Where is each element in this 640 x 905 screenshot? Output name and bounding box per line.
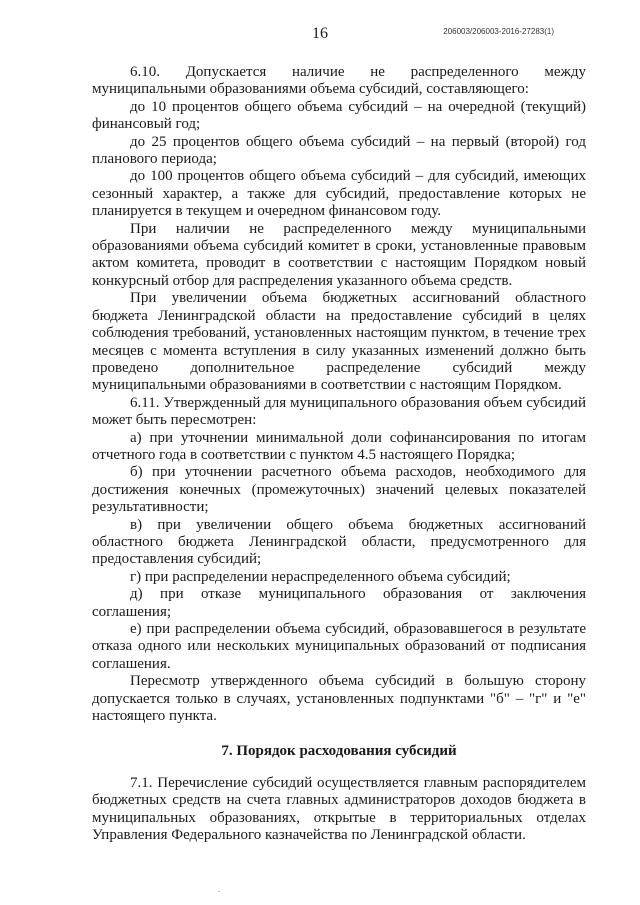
paragraph-6-11: 6.11. Утвержденный для муниципального образования объем субсидий может быть пересмотрен: [92, 394, 586, 429]
list-item-e: е) при распределении объема субсидий, образовавшегося в результате отказа одного или нескольких муниципальных образований от подписания соглашения. [92, 621, 586, 672]
paragraph-6-10: 6.10. Допускается наличие не распределенного между муниципальными образованиями объема субсидий, составляющего: [92, 64, 586, 98]
paragraph-revision-upward: Пересмотр утвержденного объема субсидий в большую сторону допускается только в случаях, установленных подпунктами "б" – "г" и "е" настоящего пункта. [92, 673, 586, 725]
paragraph-limit-current-year: до 10 процентов общего объема субсидий – на очередной (текущий) финансовый год; [92, 98, 586, 133]
section-heading: 7. Порядок расходования субсидий [221, 743, 457, 760]
list-item-g: г) при распределении нераспределенного объема субсидий; [130, 568, 511, 585]
paragraph-limit-seasonal: до 100 процентов общего объема субсидий – для субсидий, имеющих сезонный характер, а также для субсидий, предоставление которых не планируется в текущем и очередном финансовом году. [92, 168, 586, 220]
list-item-b: б) при уточнении расчетного объема расходов, необходимого для достижения конечных (промежуточных) значений целевых показателей результативности; [92, 464, 586, 516]
paragraph-limit-planning-period: до 25 процентов общего объема субсидий – на первый (второй) год планового периода; [92, 133, 586, 168]
page-number: 16 [312, 25, 328, 42]
paragraph-7-1: 7.1. Перечисление субсидий осуществляется главным распорядителем бюджетных средств на счета главных администраторов доходов бюджета в муниципальных образованиях, открытые в территориальных отделах Управления Федерального казначейства по Ленинградской области. [92, 774, 586, 844]
document-body [92, 64, 586, 844]
list-item-d: д) при отказе муниципального образования от заключения соглашения; [92, 586, 586, 620]
footer-mark: . [218, 885, 220, 894]
document-code: 206003/206003-2016-27283(1) [443, 27, 554, 36]
paragraph-additional-distribution: При увеличении объема бюджетных ассигнований областного бюджета Ленинградской области на предоставление субсидий в целях соблюдения требований, установленных настоящим пунктом, в течение трех месяцев с момента вступления в силу указанных изменений должно быть проведено дополнительное распределение субсидий между муниципальными образованиями в соответствии с настоящим Порядком. [92, 290, 586, 394]
list-item-v: в) при увеличении общего объема бюджетных ассигнований областного бюджета Ленинградской области, предусмотренного для предоставления субсидий; [92, 516, 586, 568]
list-item-a: а) при уточнении минимальной доли софинансирования по итогам отчетного года в соответствии с пунктом 4.5 настоящего Порядка; [92, 429, 586, 463]
paragraph-new-competition: При наличии не распределенного между муниципальными образованиями объема субсидий комитет в сроки, установленные правовым актом комитета, проводит в соответствии с настоящим Порядком новый конкурсный отбор для распределения указанного объема средств. [92, 220, 586, 289]
